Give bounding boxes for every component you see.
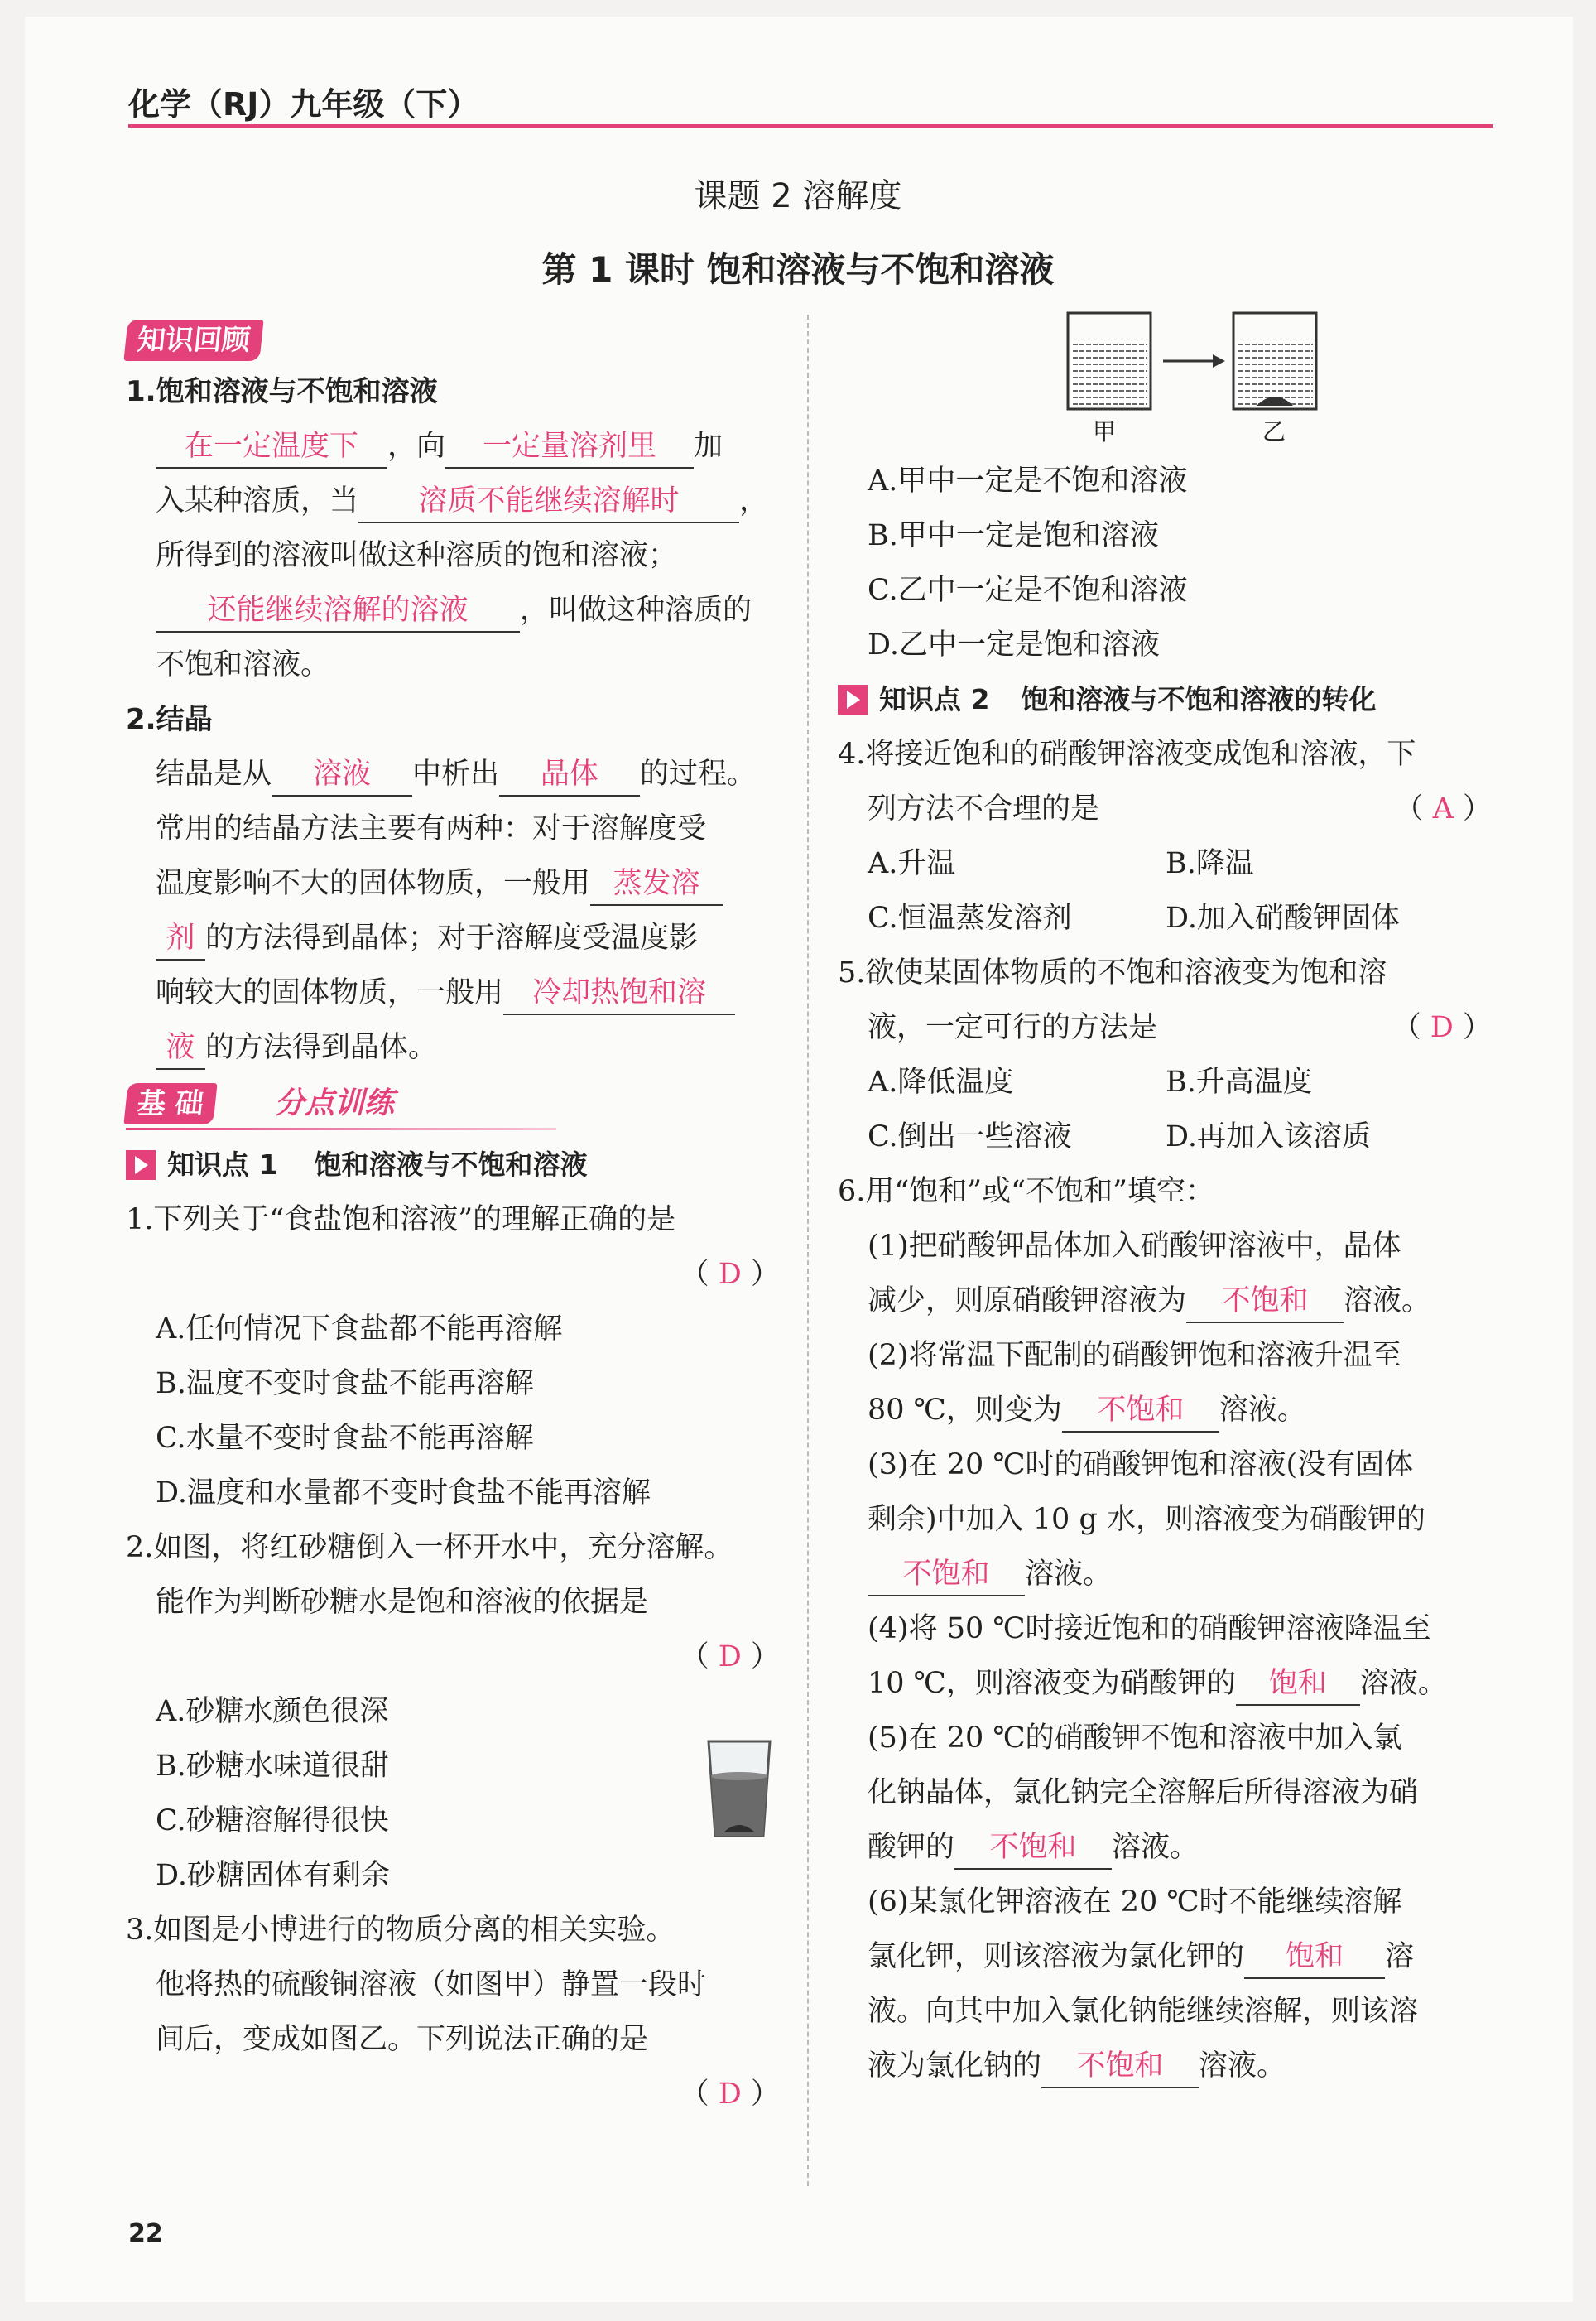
q6-6-line4 [838, 2039, 1492, 2093]
q3-answer-line [126, 2067, 780, 2121]
training-banner [126, 1080, 780, 1129]
text: 温度影响不大的固体物质，一般用 [156, 867, 591, 900]
text: 10 ℃，则溶液变为硝酸钾的 [868, 1667, 1236, 1700]
beakers-figure [1060, 308, 1324, 452]
kp2-label: 知识点 2 [879, 683, 990, 715]
q5-answer-letter: D [1430, 1011, 1454, 1044]
training-badge: 基 础 [123, 1083, 217, 1124]
q4-options-row2 [838, 891, 1492, 946]
period-title: 第 1 课时 饱和溶液与不饱和溶液 [541, 249, 1055, 290]
q6-4-line2 [838, 1656, 1492, 1711]
q6-blank-1[interactable]: 不饱和 [1186, 1280, 1344, 1323]
text: ，叫做这种溶质的 [520, 594, 752, 627]
fig-label-jia: 甲 [1093, 418, 1117, 445]
review-s1-line1 [126, 419, 780, 474]
text: 溶液。 [1112, 1831, 1199, 1864]
q5-options-row2 [838, 1110, 1492, 1164]
q5-option-b[interactable]: B.升高温度 [1166, 1066, 1312, 1099]
q2-stem-2: 能作为判断砂糖水是饱和溶液的依据是 [156, 1586, 649, 1619]
q6-5-line2: 化钠晶体，氯化钠完全溶解后所得溶液为硝 [868, 1776, 1419, 1809]
q2-option-a[interactable]: A.砂糖水颜色很深 [156, 1695, 389, 1728]
blank-2[interactable]: 一定量溶剂里 [445, 426, 694, 469]
text: 列方法不合理的是 [868, 792, 1100, 826]
text: 溶 [1385, 1940, 1415, 1973]
q6-blank-7[interactable]: 不饱和 [1041, 2045, 1199, 2088]
review-s1-line3: 所得到的溶液叫做这种溶质的饱和溶液； [156, 539, 678, 572]
q5-options-row1 [838, 1055, 1492, 1110]
q6-stem: 6.用“饱和”或“不饱和”填空： [838, 1175, 1214, 1208]
q4-answer: （ A ） [1394, 792, 1492, 826]
q4-option-a[interactable]: A.升温 [868, 847, 956, 880]
q4-option-c[interactable]: C.恒温蒸发溶剂 [868, 902, 1072, 935]
q3-answer: （ D ） [680, 2078, 780, 2111]
knowledge-point-2 [838, 672, 1492, 727]
q2-option-c[interactable]: C.砂糖溶解得很快 [156, 1804, 389, 1837]
q6-1-line2 [838, 1274, 1492, 1328]
q6-2-line2 [838, 1383, 1492, 1437]
q5-answer: （ D ） [1392, 1011, 1492, 1044]
q5-option-a[interactable]: A.降低温度 [868, 1066, 1014, 1099]
review-banner [126, 313, 780, 361]
left-column [126, 313, 780, 2121]
lesson-title: 课题 2 溶解度 [694, 177, 902, 215]
q3-option-b[interactable]: B.甲中一定是饱和溶液 [868, 519, 1159, 552]
q1-option-b[interactable]: B.温度不变时食盐不能再溶解 [156, 1367, 534, 1400]
q5-option-c[interactable]: C.倒出一些溶液 [868, 1120, 1072, 1153]
q3-answer-letter: D [718, 2078, 742, 2111]
kp2-title: 饱和溶液与不饱和溶液的转化 [1021, 683, 1377, 715]
q6-3-line2: 剩余)中加入 10 g 水，则溶液变为硝酸钾的 [868, 1503, 1425, 1536]
right-column [838, 454, 1492, 2093]
blank-7a[interactable]: 蒸发溶 [590, 863, 723, 906]
review-s2-line4 [126, 911, 780, 965]
kp1-label: 知识点 1 [167, 1148, 278, 1181]
header-rule [128, 124, 1493, 128]
q2-option-b[interactable]: B.砂糖水味道很甜 [156, 1750, 389, 1783]
blank-4[interactable]: 还能继续溶解的溶液 [156, 590, 520, 633]
q3-option-a[interactable]: A.甲中一定是不饱和溶液 [868, 465, 1188, 498]
text: 加 [694, 430, 723, 463]
review-s2-line6 [126, 1020, 780, 1075]
q6-5-line3 [838, 1820, 1492, 1875]
kp1-title: 饱和溶液与不饱和溶液 [314, 1148, 588, 1181]
text: 溶液。 [1344, 1284, 1431, 1317]
q6-blank-5[interactable]: 不饱和 [954, 1827, 1112, 1870]
q1-option-c[interactable]: C.水量不变时食盐不能再溶解 [156, 1422, 534, 1455]
q1-answer-line [126, 1247, 780, 1302]
column-divider [807, 315, 809, 2186]
q2-answer: （ D ） [680, 1640, 780, 1673]
q4-option-b[interactable]: B.降温 [1166, 847, 1254, 880]
training-underline [126, 1128, 556, 1130]
review-s1-line4 [126, 583, 780, 638]
text: 入某种溶质，当 [156, 484, 359, 518]
q1-stem: 1.下列关于“食盐饱和溶液”的理解正确的是 [126, 1203, 676, 1236]
review-s1-head: 1.饱和溶液与不饱和溶液 [126, 375, 438, 408]
q6-3-line1: (3)在 20 ℃时的硝酸钾饱和溶液(没有固体 [868, 1448, 1414, 1481]
blank-7b[interactable]: 剂 [156, 917, 205, 961]
blank-8a[interactable]: 冷却热饱和溶 [503, 972, 735, 1015]
q6-2-line1: (2)将常温下配制的硝酸钾饱和溶液升温至 [868, 1339, 1401, 1372]
review-s2-head: 2.结晶 [126, 703, 213, 736]
running-header: 化学（RJ）九年级（下） [128, 86, 479, 123]
q2-stem-1: 2.如图，将红砂糖倒入一杯开水中，充分溶解。 [126, 1531, 733, 1564]
blank-8b[interactable]: 液 [156, 1027, 205, 1070]
text: 溶液。 [1199, 2049, 1286, 2083]
q4-answer-letter: A [1432, 792, 1454, 826]
q3-stem-1: 3.如图是小博进行的物质分离的相关实验。 [126, 1914, 675, 1947]
text: 溶液。 [1025, 1558, 1113, 1591]
text: ，向 [387, 430, 446, 463]
text: 液，一定可行的方法是 [868, 1011, 1158, 1044]
text: 中析出 [412, 758, 500, 791]
text: 溶液。 [1219, 1394, 1306, 1427]
blank-5[interactable]: 溶液 [272, 754, 412, 797]
knowledge-point-1 [126, 1138, 780, 1192]
q1-answer-letter: D [718, 1258, 742, 1291]
q5-stem-1: 5.欲使某固体物质的不饱和溶液变为饱和溶 [838, 956, 1387, 990]
blank-3[interactable]: 溶质不能继续溶解时 [358, 480, 739, 523]
blank-6[interactable]: 晶体 [499, 754, 640, 797]
q6-blank-3[interactable]: 不饱和 [868, 1553, 1025, 1596]
text: 液为氯化钠的 [868, 2049, 1042, 2083]
q6-6-line3: 液。向其中加入氯化钠能继续溶解，则该溶 [868, 1995, 1419, 2028]
q5-stem-2 [838, 1000, 1492, 1055]
page-number: 22 [128, 2219, 163, 2248]
play-arrow-icon [126, 1150, 156, 1180]
q6-6-line1: (6)某氯化钾溶液在 20 ℃时不能继续溶解 [868, 1885, 1402, 1919]
text: 的方法得到晶体。 [205, 1031, 438, 1064]
review-s1-line2 [126, 474, 780, 528]
q4-stem-1: 4.将接近饱和的硝酸钾溶液变成饱和溶液，下 [838, 738, 1416, 771]
q3-option-d[interactable]: D.乙中一定是饱和溶液 [868, 628, 1160, 662]
review-s2-line2: 常用的结晶方法主要有两种：对于溶解度受 [156, 812, 707, 845]
q6-5-line1: (5)在 20 ℃的硝酸钾不饱和溶液中加入氯 [868, 1721, 1402, 1755]
text: 减少，则原硝酸钾溶液为 [868, 1284, 1187, 1317]
glass-cup-icon [702, 1735, 776, 1842]
q2-option-d[interactable]: D.砂糖固体有剩余 [156, 1859, 390, 1892]
q1-option-a[interactable]: A.任何情况下食盐都不能再溶解 [156, 1312, 563, 1346]
blank-1[interactable]: 在一定温度下 [156, 426, 387, 469]
text: 氯化钾，则该溶液为氯化钾的 [868, 1940, 1245, 1973]
text: 溶液。 [1359, 1667, 1447, 1700]
q2-answer-letter: D [718, 1640, 742, 1673]
text: 80 ℃，则变为 [868, 1394, 1062, 1427]
arrow-right-icon [1213, 354, 1225, 368]
q6-6-line2 [838, 1929, 1492, 1984]
q3-stem-3: 间后，变成如图乙。下列说法正确的是 [156, 2023, 649, 2056]
q6-1-line1: (1)把硝酸钾晶体加入硝酸钾溶液中，晶体 [868, 1230, 1401, 1263]
text: 的过程。 [640, 758, 757, 791]
review-s2-line5 [126, 965, 780, 1020]
sugar-cup-figure [702, 1735, 776, 1846]
text: 的方法得到晶体；对于溶解度受温度影 [205, 922, 699, 955]
q1-answer: （ D ） [680, 1258, 780, 1291]
q3-option-c[interactable]: C.乙中一定是不饱和溶液 [868, 574, 1188, 607]
review-s2-line1 [126, 747, 780, 802]
q2-answer-line [126, 1630, 780, 1684]
text: 结晶是从 [156, 758, 272, 791]
fig-label-yi: 乙 [1262, 418, 1286, 445]
q6-blank-2[interactable]: 不饱和 [1062, 1389, 1219, 1433]
q3-stem-2: 他将热的硫酸铜溶液（如图甲）静置一段时 [156, 1968, 707, 2001]
q6-3-line3 [838, 1547, 1492, 1601]
text: 响较大的固体物质，一般用 [156, 976, 504, 1009]
play-arrow-icon [838, 685, 868, 715]
training-title: 分点训练 [275, 1086, 395, 1120]
review-s2-line3 [126, 856, 780, 911]
q4-option-d[interactable]: D.加入硝酸钾固体 [1166, 902, 1400, 935]
review-badge: 知识回顾 [123, 320, 263, 361]
q6-blank-6[interactable]: 饱和 [1244, 1936, 1385, 1979]
q5-option-d[interactable]: D.再加入该溶质 [1166, 1120, 1371, 1153]
q4-stem-2 [838, 782, 1492, 836]
q4-options-row1 [838, 836, 1492, 891]
review-s1-line5: 不饱和溶液。 [156, 648, 330, 681]
text: ， [739, 484, 769, 518]
q6-blank-4[interactable]: 饱和 [1236, 1663, 1360, 1706]
text: 酸钾的 [868, 1831, 955, 1864]
q1-option-d[interactable]: D.温度和水量都不变时食盐不能再溶解 [156, 1476, 651, 1510]
q6-4-line1: (4)将 50 ℃时接近饱和的硝酸钾溶液降温至 [868, 1612, 1431, 1645]
